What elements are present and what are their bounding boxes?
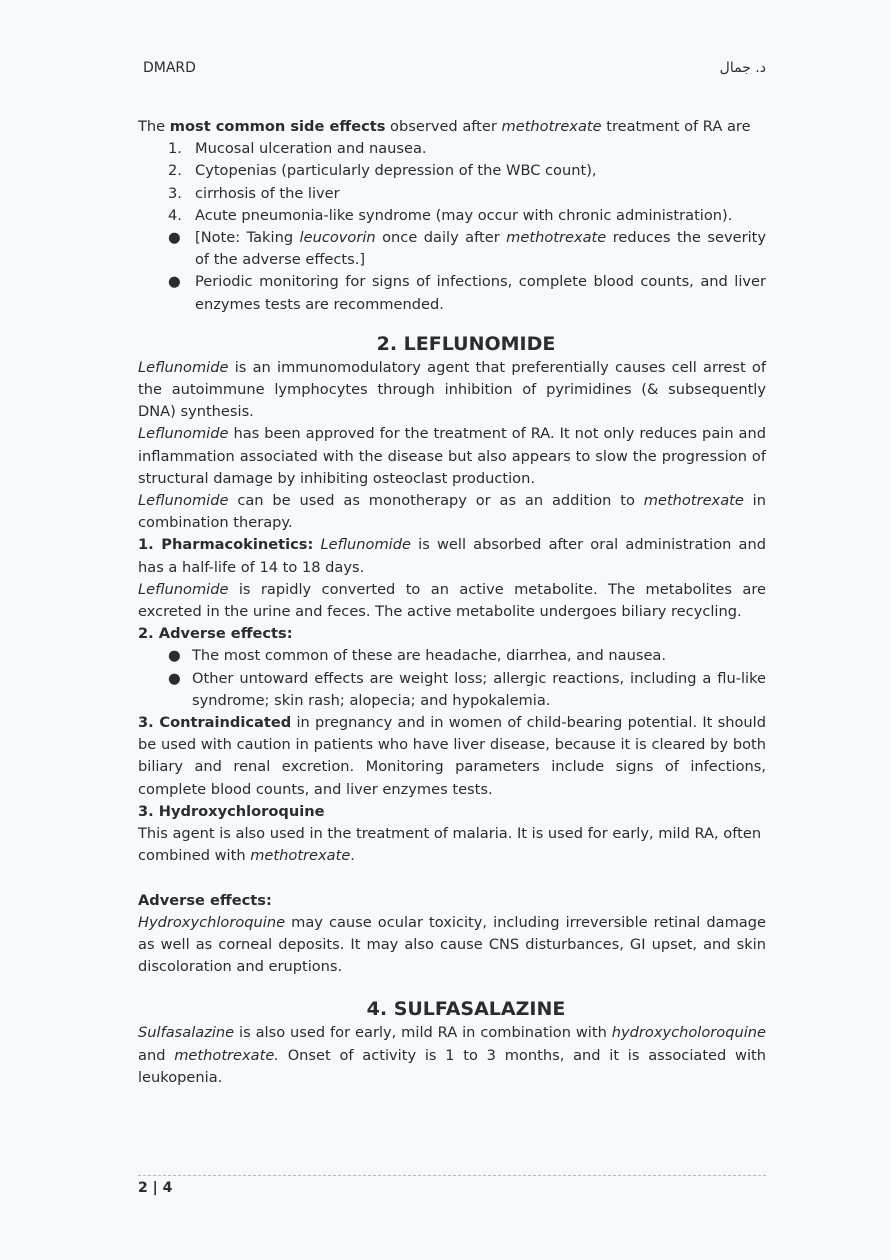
contraindication-paragraph: 3. Contraindicated in pregnancy and in women of child-bearing potential. It should be used with caution in patients who have liver disease, because it is cleared by both biliary and renal excretion. Monitoring parameters include signs of infections, complete blood counts, and liver enzymes tests.	[138, 714, 766, 798]
header-left: DMARD	[143, 60, 196, 76]
section-title-hydroxychloroquine: 3. Hydroxychloroquine	[138, 802, 325, 820]
header-right: د. جمال	[719, 60, 766, 76]
section-title-leflunomide: 2. LEFLUNOMIDE	[376, 332, 556, 355]
list-item: 4. Acute pneumonia-like syndrome (may occur with chronic administration).	[168, 206, 733, 224]
leflunomide-paragraph: Leflunomide can be used as monotherapy or as an addition to methotrexate in combination therapy.	[138, 492, 766, 532]
leflunomide-paragraph: Leflunomide is an immunomodulatory agent that preferentially causes cell arrest of the autoimmune lymphocytes through inhibition of pyrimidines (& subsequently DNA) synthesis.	[138, 358, 766, 421]
note-item: ● Periodic monitoring for signs of infections, complete blood counts, and liver enzymes tests are recommended.	[168, 273, 766, 313]
bullet-icon: ●	[168, 647, 181, 665]
bullet-icon: ●	[168, 229, 181, 247]
list-item: 2. Cytopenias (particularly depression of the WBC count),	[168, 162, 597, 180]
leflunomide-paragraph: Leflunomide has been approved for the treatment of RA. It not only reduces pain and inflammation associated with the disease but also appears to slow the progression of structural damage by inhibiting osteoclast production.	[138, 425, 766, 487]
hydroxychloroquine-paragraph: This agent is also used in the treatment of malaria. It is used for early, mild RA, often combined with methotrexate.	[138, 825, 762, 865]
footer-divider	[138, 1175, 766, 1176]
section-title-sulfasalazine: 4. SULFASALAZINE	[366, 998, 566, 1021]
adverse-effects-label: 2. Adverse effects:	[138, 625, 293, 643]
leflunomide-paragraph: Leflunomide is rapidly converted to an active metabolite. The metabolites are excreted in the urine and feces. The active metabolite undergoes biliary recycling.	[138, 580, 766, 621]
list-item: 3. cirrhosis of the liver	[168, 184, 340, 202]
hydroxychloroquine-adverse-paragraph: Hydroxychloroquine may cause ocular toxicity, including irreversible retinal damage as well as corneal deposits. It may also cause CNS disturbances, GI upset, and skin discoloration and eruptions.	[138, 913, 766, 976]
notes-list	[138, 227, 766, 316]
list-item: ● The most common of these are headache, diarrhea, and nausea.	[192, 645, 766, 667]
content	[138, 116, 766, 1089]
side-effects-list	[138, 138, 766, 227]
list-item: ● Other untoward effects are weight loss; allergic reactions, including a flu-like syndrome; skin rash; alopecia; and hypokalemia.	[168, 669, 766, 709]
adverse-effects-list	[138, 645, 766, 712]
page-number: 2 | 4	[138, 1180, 173, 1196]
adverse-effects-title: Adverse effects:	[138, 891, 272, 909]
note-item: ● [Note: Taking leucovorin once daily after methotrexate reduces the severity of the adverse effects.]	[168, 229, 766, 269]
sulfasalazine-paragraph: Sulfasalazine is also used for early, mild RA in combination with hydroxycholoroquine and methotrexate. Onset of activity is 1 to 3 months, and it is associated with leukopenia.	[138, 1024, 766, 1086]
bullet-icon: ●	[168, 669, 181, 687]
bullet-icon: ●	[168, 273, 181, 291]
pharmacokinetics-paragraph: 1. Pharmacokinetics: Leflunomide is well absorbed after oral administration and has a half-life of 14 to 18 days.	[138, 536, 767, 576]
intro-paragraph: The most common side effects observed after methotrexate treatment of RA are	[138, 118, 751, 135]
list-item: 1. Mucosal ulceration and nausea.	[168, 140, 427, 158]
